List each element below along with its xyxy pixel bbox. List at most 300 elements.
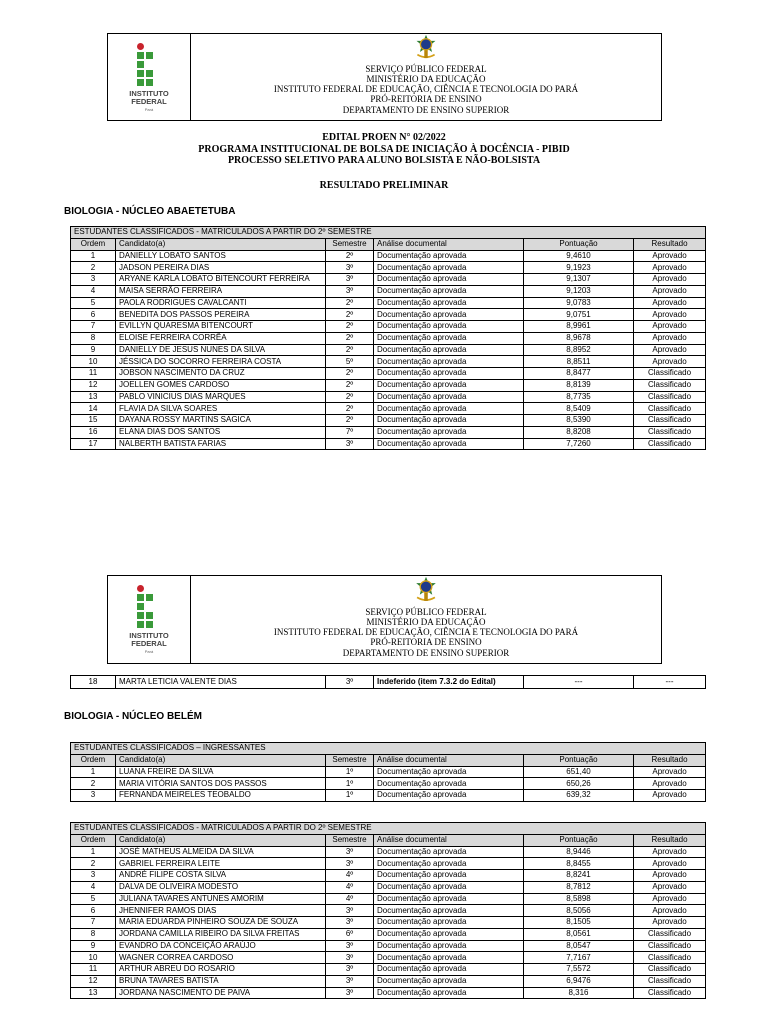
resultado-cell: Classificado (634, 403, 706, 415)
candidato-cell: BENEDITA DOS PASSOS PEREIRA (116, 309, 326, 321)
column-header: Pontuação (524, 238, 634, 250)
candidato-cell: FLAVIA DA SILVA SOARES (116, 403, 326, 415)
column-header: Análise documental (374, 238, 524, 250)
candidato-cell: DALVA DE OLIVEIRA MODESTO (116, 881, 326, 893)
pontuacao-cell: 9,0751 (524, 309, 634, 321)
resultado-cell: Aprovado (634, 262, 706, 274)
analise-cell: Documentação aprovada (374, 846, 524, 858)
pontuacao-cell: 8,8455 (524, 858, 634, 870)
semestre-cell: 6º (326, 928, 374, 940)
header-line: INSTITUTO FEDERAL DE EDUCAÇÃO, CIÊNCIA E TECNOLOGIA DO PARÁ (273, 627, 579, 638)
table-row (71, 928, 706, 940)
section-title-abaetetuba: BIOLOGIA - NÚCLEO ABAETETUBA (64, 206, 236, 217)
candidato-cell: JORDANA CAMILLA RIBEIRO DA SILVA FREITAS (116, 928, 326, 940)
column-header: Pontuação (524, 834, 634, 846)
table-caption: ESTUDANTES CLASSIFICADOS - MATRICULADOS A PARTIR DO 2º SEMESTRE (71, 823, 706, 835)
candidato-cell: WAGNER CORREA CARDOSO (116, 952, 326, 964)
semestre-cell: 3º (326, 987, 374, 999)
analise-cell: Documentação aprovada (374, 368, 524, 380)
table-row (71, 778, 706, 790)
analise-cell: Documentação aprovada (374, 881, 524, 893)
column-header: Semestre (326, 834, 374, 846)
ordem-cell: 9 (71, 940, 116, 952)
semestre-cell: 2º (326, 250, 374, 262)
table-row (71, 893, 706, 905)
logo-sub: Pará (144, 649, 154, 654)
pontuacao-cell: 7,5572 (524, 964, 634, 976)
table-row (71, 870, 706, 882)
table-row (71, 379, 706, 391)
ordem-cell: 13 (71, 391, 116, 403)
column-header: Resultado (634, 834, 706, 846)
logo-line2: FEDERAL (131, 96, 167, 106)
resultado-cell: Classificado (634, 426, 706, 438)
table-row (71, 766, 706, 778)
column-header: Ordem (71, 834, 116, 846)
column-header: Candidato(a) (116, 238, 326, 250)
table-row (71, 438, 706, 450)
pontuacao-cell: 8,1505 (524, 917, 634, 929)
analise-cell: Documentação aprovada (374, 309, 524, 321)
candidato-cell: EVILLYN QUARESMA BITENCOURT (116, 321, 326, 333)
pontuacao-cell: 651,40 (524, 766, 634, 778)
analise-cell: Documentação aprovada (374, 356, 524, 368)
column-header: Análise documental (374, 834, 524, 846)
analise-cell: Documentação aprovada (374, 870, 524, 882)
pontuacao-cell: 8,5409 (524, 403, 634, 415)
table-row (71, 858, 706, 870)
ordem-cell: 3 (71, 790, 116, 802)
ordem-cell: 1 (71, 766, 116, 778)
results-table-belem-matriculados (70, 822, 706, 999)
semestre-cell: 2º (326, 332, 374, 344)
analise-cell: Documentação aprovada (374, 790, 524, 802)
ordem-cell: 8 (71, 332, 116, 344)
resultado-cell: Aprovado (634, 917, 706, 929)
column-header: Análise documental (374, 754, 524, 766)
analise-cell: Documentação aprovada (374, 905, 524, 917)
header-line: SERVIÇO PÚBLICO FEDERAL (365, 63, 487, 74)
semestre-cell: 3º (326, 285, 374, 297)
semestre-cell: 2º (326, 344, 374, 356)
analise-cell: Documentação aprovada (374, 893, 524, 905)
resultado-cell: Aprovado (634, 766, 706, 778)
candidato-cell: JHENNIFER RAMOS DIAS (116, 905, 326, 917)
candidato-cell: ELANA DIAS DOS SANTOS (116, 426, 326, 438)
results-table-belem-ingressantes (70, 742, 706, 802)
semestre-cell: 3º (326, 676, 374, 689)
semestre-cell: 2º (326, 368, 374, 380)
semestre-cell: 3º (326, 858, 374, 870)
candidato-cell: MARIA VITÓRIA SANTOS DOS PASSOS (116, 778, 326, 790)
analise-cell: Documentação aprovada (374, 332, 524, 344)
ordem-cell: 16 (71, 426, 116, 438)
ordem-cell: 7 (71, 917, 116, 929)
semestre-cell: 4º (326, 881, 374, 893)
semestre-cell: 4º (326, 893, 374, 905)
ifpa-logo (108, 34, 191, 120)
candidato-cell: JOBSON NASCIMENTO DA CRUZ (116, 368, 326, 380)
table-row (71, 987, 706, 999)
ordem-cell: 10 (71, 356, 116, 368)
results-table-abaetetuba (70, 226, 706, 450)
analise-cell: Documentação aprovada (374, 344, 524, 356)
column-header: Ordem (71, 238, 116, 250)
analise-cell: Documentação aprovada (374, 766, 524, 778)
pontuacao-cell: 8,8511 (524, 356, 634, 368)
resultado-cell: Aprovado (634, 332, 706, 344)
ordem-cell: 14 (71, 403, 116, 415)
candidato-cell: DANIELLY LOBATO SANTOS (116, 250, 326, 262)
semestre-cell: 3º (326, 975, 374, 987)
ifpa-logo (108, 576, 191, 663)
table-row (71, 917, 706, 929)
analise-cell: Documentação aprovada (374, 952, 524, 964)
semestre-cell: 4º (326, 870, 374, 882)
logo-line1: INSTITUTO (129, 88, 169, 98)
semestre-cell: 3º (326, 905, 374, 917)
table-row (71, 297, 706, 309)
header-line: MINISTÉRIO DA EDUCAÇÃO (366, 73, 486, 84)
resultado-cell: --- (634, 676, 706, 689)
table-row (71, 309, 706, 321)
table-row (71, 952, 706, 964)
header-line: INSTITUTO FEDERAL DE EDUCAÇÃO, CIÊNCIA E TECNOLOGIA DO PARÁ (273, 84, 579, 95)
candidato-cell: JOSÉ MATHEUS ALMEIDA DA SILVA (116, 846, 326, 858)
pontuacao-cell: 8,8952 (524, 344, 634, 356)
semestre-cell: 2º (326, 391, 374, 403)
ordem-cell: 15 (71, 415, 116, 427)
pontuacao-cell: 9,4610 (524, 250, 634, 262)
pontuacao-cell: 9,1203 (524, 285, 634, 297)
semestre-cell: 2º (326, 403, 374, 415)
pontuacao-cell: 8,8208 (524, 426, 634, 438)
ordem-cell: 4 (71, 881, 116, 893)
table-row (71, 975, 706, 987)
header-line: SERVIÇO PÚBLICO FEDERAL (365, 606, 487, 617)
table-caption: ESTUDANTES CLASSIFICADOS – INGRESSANTES (71, 743, 706, 755)
resultado-cell: Aprovado (634, 356, 706, 368)
ordem-cell: 2 (71, 778, 116, 790)
ordem-cell: 13 (71, 987, 116, 999)
table-caption-row (71, 823, 706, 835)
analise-cell: Documentação aprovada (374, 250, 524, 262)
pontuacao-cell: 639,32 (524, 790, 634, 802)
candidato-cell: EVANDRO DA CONCEIÇÃO ARAÚJO (116, 940, 326, 952)
table-caption: ESTUDANTES CLASSIFICADOS - MATRICULADOS A PARTIR DO 2º SEMESTRE (71, 227, 706, 239)
pontuacao-cell: 9,1923 (524, 262, 634, 274)
table-caption-row (71, 743, 706, 755)
semestre-cell: 3º (326, 964, 374, 976)
resultado-cell: Classificado (634, 391, 706, 403)
table-row (71, 262, 706, 274)
table-row (71, 332, 706, 344)
page-header-2 (107, 575, 662, 664)
table-row (71, 415, 706, 427)
semestre-cell: 2º (326, 321, 374, 333)
page-header (107, 33, 662, 121)
analise-cell: Documentação aprovada (374, 778, 524, 790)
analise-cell: Documentação aprovada (374, 917, 524, 929)
header-line: DEPARTAMENTO DE ENSINO SUPERIOR (342, 647, 510, 658)
semestre-cell: 2º (326, 415, 374, 427)
resultado-cell: Aprovado (634, 321, 706, 333)
resultado-cell: Aprovado (634, 846, 706, 858)
resultado-cell: Aprovado (634, 870, 706, 882)
candidato-cell: JOELLEN GOMES CARDOSO (116, 379, 326, 391)
resultado-cell: Aprovado (634, 250, 706, 262)
candidato-cell: MAISA SERRÃO FERREIRA (116, 285, 326, 297)
column-header: Resultado (634, 238, 706, 250)
analise-cell: Documentação aprovada (374, 297, 524, 309)
candidato-cell: MARTA LETICIA VALENTE DIAS (116, 676, 326, 689)
candidato-cell: MARIA EDUARDA PINHEIRO SOUZA DE SOUZA (116, 917, 326, 929)
candidato-cell: ANDRÉ FILIPE COSTA SILVA (116, 870, 326, 882)
semestre-cell: 3º (326, 274, 374, 286)
analise-cell: Documentação aprovada (374, 928, 524, 940)
semestre-cell: 3º (326, 438, 374, 450)
resultado-cell: Aprovado (634, 790, 706, 802)
pontuacao-cell: 8,9961 (524, 321, 634, 333)
pontuacao-cell: 7,7167 (524, 952, 634, 964)
table-row (71, 676, 706, 689)
ordem-cell: 17 (71, 438, 116, 450)
resultado-cell: Classificado (634, 379, 706, 391)
table-row (71, 321, 706, 333)
ordem-cell: 3 (71, 870, 116, 882)
candidato-cell: NALBERTH BATISTA FARIAS (116, 438, 326, 450)
analise-cell: Documentação aprovada (374, 285, 524, 297)
ordem-cell: 2 (71, 858, 116, 870)
ordem-cell: 3 (71, 274, 116, 286)
semestre-cell: 1º (326, 790, 374, 802)
semestre-cell: 3º (326, 262, 374, 274)
logo-mark-icon (137, 43, 162, 86)
candidato-cell: DAYANA ROSSY MARTINS SAGICA (116, 415, 326, 427)
table-row (71, 403, 706, 415)
ordem-cell: 1 (71, 250, 116, 262)
ordem-cell: 11 (71, 964, 116, 976)
ordem-cell: 6 (71, 905, 116, 917)
analise-cell: Documentação aprovada (374, 403, 524, 415)
analise-cell: Documentação aprovada (374, 438, 524, 450)
resultado-cell: Aprovado (634, 285, 706, 297)
pontuacao-cell: 8,316 (524, 987, 634, 999)
column-header: Resultado (634, 754, 706, 766)
analise-cell: Documentação aprovada (374, 321, 524, 333)
candidato-cell: JÉSSICA DO SOCORRO FERREIRA COSTA (116, 356, 326, 368)
resultado-cell: Aprovado (634, 344, 706, 356)
header-line: DEPARTAMENTO DE ENSINO SUPERIOR (342, 104, 510, 115)
semestre-cell: 2º (326, 297, 374, 309)
pontuacao-cell: 8,5056 (524, 905, 634, 917)
resultado-cell: Classificado (634, 987, 706, 999)
pontuacao-cell: 8,8241 (524, 870, 634, 882)
resultado-cell: Aprovado (634, 309, 706, 321)
semestre-cell: 2º (326, 309, 374, 321)
semestre-cell: 1º (326, 766, 374, 778)
analise-cell: Documentação aprovada (374, 975, 524, 987)
table-row (71, 940, 706, 952)
column-header: Candidato(a) (116, 834, 326, 846)
coat-of-arms-icon (411, 576, 441, 605)
coat-of-arms-icon (411, 34, 441, 62)
edital-line2: PROGRAMA INSTITUCIONAL DE BOLSA DE INICIAÇÃO À DOCÊNCIA - PIBID (198, 143, 570, 155)
semestre-cell: 7º (326, 426, 374, 438)
ordem-cell: 1 (71, 846, 116, 858)
ordem-cell: 8 (71, 928, 116, 940)
table-row (71, 426, 706, 438)
table-row (71, 356, 706, 368)
column-header: Ordem (71, 754, 116, 766)
candidato-cell: JORDANA NASCIMENTO DE PAIVA (116, 987, 326, 999)
semestre-cell: 1º (326, 778, 374, 790)
analise-cell: Documentação aprovada (374, 391, 524, 403)
column-header: Semestre (326, 238, 374, 250)
resultado-cell: Classificado (634, 952, 706, 964)
semestre-cell: 3º (326, 917, 374, 929)
header-line: MINISTÉRIO DA EDUCAÇÃO (366, 616, 486, 627)
resultado-cell: Classificado (634, 928, 706, 940)
resultado-cell: Classificado (634, 368, 706, 380)
result-title: RESULTADO PRELIMINAR (319, 180, 449, 191)
pontuacao-cell: 650,26 (524, 778, 634, 790)
table-row (71, 964, 706, 976)
table-row (71, 846, 706, 858)
header-line: PRÓ-REITORIA DE ENSINO (370, 94, 482, 105)
ordem-cell: 10 (71, 952, 116, 964)
pontuacao-cell: 9,0783 (524, 297, 634, 309)
column-header: Pontuação (524, 754, 634, 766)
header-line: PRÓ-REITORIA DE ENSINO (370, 637, 482, 648)
pontuacao-cell: 9,1307 (524, 274, 634, 286)
table-row (71, 790, 706, 802)
pontuacao-cell: 7,7260 (524, 438, 634, 450)
edital-heading (0, 132, 768, 167)
pontuacao-cell: 8,0547 (524, 940, 634, 952)
candidato-cell: JADSON PEREIRA DIAS (116, 262, 326, 274)
table-row (71, 274, 706, 286)
candidato-cell: ELOISE FERREIRA CORRÊA (116, 332, 326, 344)
pontuacao-cell: 8,7735 (524, 391, 634, 403)
analise-cell: Documentação aprovada (374, 964, 524, 976)
table-row (71, 285, 706, 297)
section-title-belem: BIOLOGIA - NÚCLEO BELÉM (64, 711, 202, 722)
table-caption-row (71, 227, 706, 239)
ordem-cell: 5 (71, 297, 116, 309)
pontuacao-cell: 8,9678 (524, 332, 634, 344)
analise-cell: Documentação aprovada (374, 379, 524, 391)
ordem-cell: 11 (71, 368, 116, 380)
table-row (71, 250, 706, 262)
candidato-cell: FERNANDA MEIRELES TEOBALDO (116, 790, 326, 802)
table-row (71, 881, 706, 893)
resultado-cell: Aprovado (634, 274, 706, 286)
resultado-cell: Aprovado (634, 905, 706, 917)
table-row (71, 368, 706, 380)
semestre-cell: 2º (326, 379, 374, 391)
pontuacao-cell: 6,9476 (524, 975, 634, 987)
semestre-cell: 3º (326, 952, 374, 964)
results-table-continued (70, 675, 706, 689)
candidato-cell: ARYANE KARLA LOBATO BITENCOURT FERREIRA (116, 274, 326, 286)
pontuacao-cell: --- (524, 676, 634, 689)
candidato-cell: ARTHUR ABREU DO ROSARIO (116, 964, 326, 976)
resultado-cell: Classificado (634, 964, 706, 976)
ordem-cell: 5 (71, 893, 116, 905)
table-header-row (71, 754, 706, 766)
logo-line2: FEDERAL (131, 639, 167, 648)
ordem-cell: 7 (71, 321, 116, 333)
pontuacao-cell: 8,0561 (524, 928, 634, 940)
pontuacao-cell: 8,9446 (524, 846, 634, 858)
table-row (71, 344, 706, 356)
resultado-cell: Classificado (634, 940, 706, 952)
logo-mark-icon (137, 585, 162, 628)
candidato-cell: PABLO VINICIUS DIAS MARQUES (116, 391, 326, 403)
table-row (71, 391, 706, 403)
pontuacao-cell: 8,7812 (524, 881, 634, 893)
candidato-cell: JULIANA TAVARES ANTUNES AMORIM (116, 893, 326, 905)
analise-cell: Documentação aprovada (374, 415, 524, 427)
ordem-cell: 18 (71, 676, 116, 689)
candidato-cell: GABRIEL FERREIRA LEITE (116, 858, 326, 870)
resultado-cell: Classificado (634, 415, 706, 427)
logo-sub: Pará (144, 106, 154, 112)
resultado-cell: Aprovado (634, 297, 706, 309)
candidato-cell: DANIELLY DE JESUS NUNES DA SILVA (116, 344, 326, 356)
resultado-cell: Classificado (634, 975, 706, 987)
ordem-cell: 12 (71, 975, 116, 987)
analise-cell: Documentação aprovada (374, 940, 524, 952)
ordem-cell: 9 (71, 344, 116, 356)
analise-cell: Documentação aprovada (374, 426, 524, 438)
resultado-cell: Classificado (634, 438, 706, 450)
resultado-cell: Aprovado (634, 858, 706, 870)
logo-line1: INSTITUTO (129, 631, 169, 640)
edital-line3: PROCESSO SELETIVO PARA ALUNO BOLSISTA E NÃO-BOLSISTA (227, 155, 541, 166)
pontuacao-cell: 8,5898 (524, 893, 634, 905)
semestre-cell: 3º (326, 940, 374, 952)
analise-cell: Indeferido (item 7.3.2 do Edital) (374, 676, 524, 689)
table-row (71, 905, 706, 917)
resultado-cell: Aprovado (634, 778, 706, 790)
ordem-cell: 2 (71, 262, 116, 274)
semestre-cell: 5º (326, 356, 374, 368)
resultado-cell: Aprovado (634, 893, 706, 905)
ordem-cell: 6 (71, 309, 116, 321)
candidato-cell: PAOLA RODRIGUES CAVALCANTI (116, 297, 326, 309)
semestre-cell: 3º (326, 846, 374, 858)
edital-line1: EDITAL PROEN N° 02/2022 (322, 132, 446, 143)
table-header-row (71, 238, 706, 250)
analise-cell: Documentação aprovada (374, 858, 524, 870)
analise-cell: Documentação aprovada (374, 262, 524, 274)
pontuacao-cell: 8,5390 (524, 415, 634, 427)
pontuacao-cell: 8,8477 (524, 368, 634, 380)
candidato-cell: BRUNA TAVARES BATISTA (116, 975, 326, 987)
ordem-cell: 12 (71, 379, 116, 391)
resultado-cell: Aprovado (634, 881, 706, 893)
candidato-cell: LUANA FREIRE DA SILVA (116, 766, 326, 778)
analise-cell: Documentação aprovada (374, 987, 524, 999)
analise-cell: Documentação aprovada (374, 274, 524, 286)
column-header: Candidato(a) (116, 754, 326, 766)
column-header: Semestre (326, 754, 374, 766)
table-header-row (71, 834, 706, 846)
ordem-cell: 4 (71, 285, 116, 297)
pontuacao-cell: 8,8139 (524, 379, 634, 391)
